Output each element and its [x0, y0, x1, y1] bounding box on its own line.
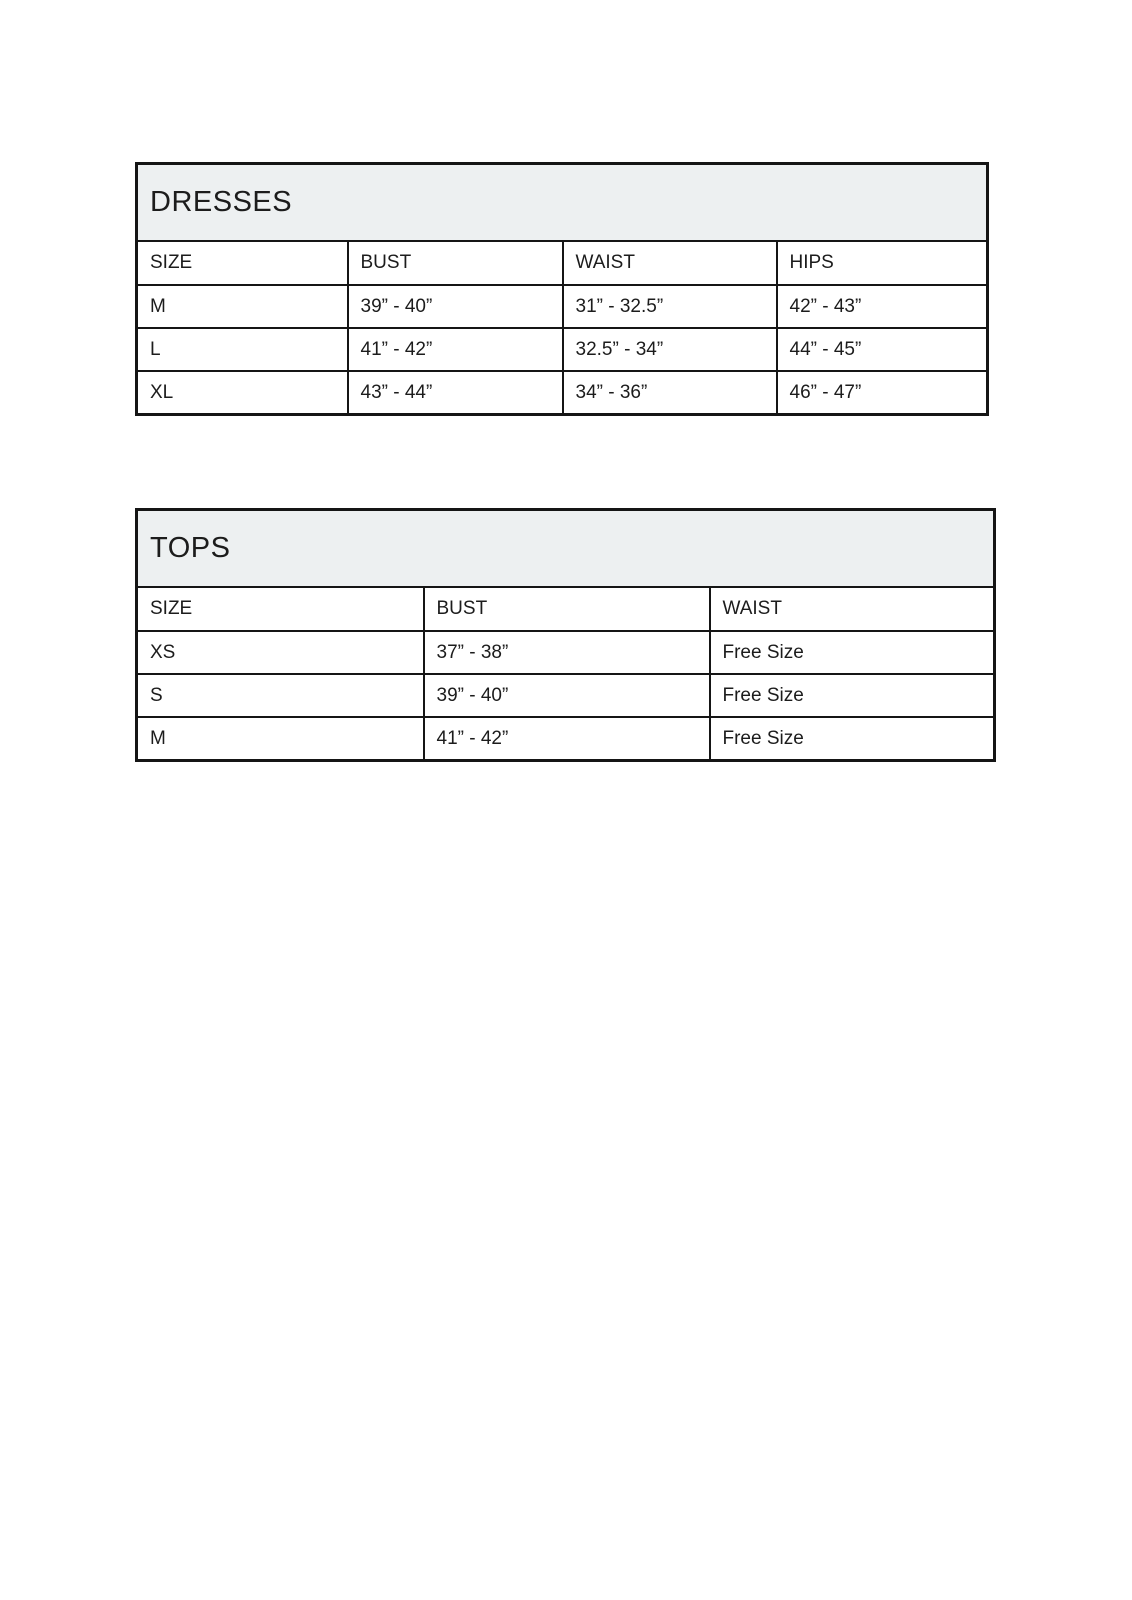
waist-cell: Free Size: [710, 674, 995, 717]
dresses-size-table: [135, 162, 989, 416]
waist-cell: Free Size: [710, 631, 995, 674]
dresses-header-row: [137, 241, 988, 285]
size-cell: M: [137, 285, 348, 328]
waist-cell: Free Size: [710, 717, 995, 761]
waist-cell: 32.5” - 34”: [563, 328, 777, 371]
tops-size-table: [135, 508, 996, 762]
waist-cell: 31” - 32.5”: [563, 285, 777, 328]
hips-cell: 46” - 47”: [777, 371, 988, 415]
dresses-title-row: [137, 164, 988, 242]
tops-title-row: [137, 510, 995, 588]
hips-cell: 44” - 45”: [777, 328, 988, 371]
size-cell: XS: [137, 631, 424, 674]
table-row: [137, 631, 995, 674]
bust-cell: 43” - 44”: [348, 371, 563, 415]
table-row: [137, 674, 995, 717]
column-header-hips: HIPS: [777, 241, 988, 285]
bust-cell: 37” - 38”: [424, 631, 710, 674]
tops-table-title: TOPS: [137, 510, 995, 588]
column-header-size: SIZE: [137, 241, 348, 285]
size-cell: M: [137, 717, 424, 761]
table-row: [137, 717, 995, 761]
bust-cell: 41” - 42”: [348, 328, 563, 371]
column-header-waist: WAIST: [710, 587, 995, 631]
column-header-bust: BUST: [348, 241, 563, 285]
tops-header-row: [137, 587, 995, 631]
hips-cell: 42” - 43”: [777, 285, 988, 328]
column-header-bust: BUST: [424, 587, 710, 631]
size-cell: S: [137, 674, 424, 717]
column-header-size: SIZE: [137, 587, 424, 631]
table-row: [137, 328, 988, 371]
table-row: [137, 371, 988, 415]
bust-cell: 41” - 42”: [424, 717, 710, 761]
size-cell: XL: [137, 371, 348, 415]
dresses-table-title: DRESSES: [137, 164, 988, 242]
table-row: [137, 285, 988, 328]
size-cell: L: [137, 328, 348, 371]
bust-cell: 39” - 40”: [424, 674, 710, 717]
waist-cell: 34” - 36”: [563, 371, 777, 415]
column-header-waist: WAIST: [563, 241, 777, 285]
bust-cell: 39” - 40”: [348, 285, 563, 328]
